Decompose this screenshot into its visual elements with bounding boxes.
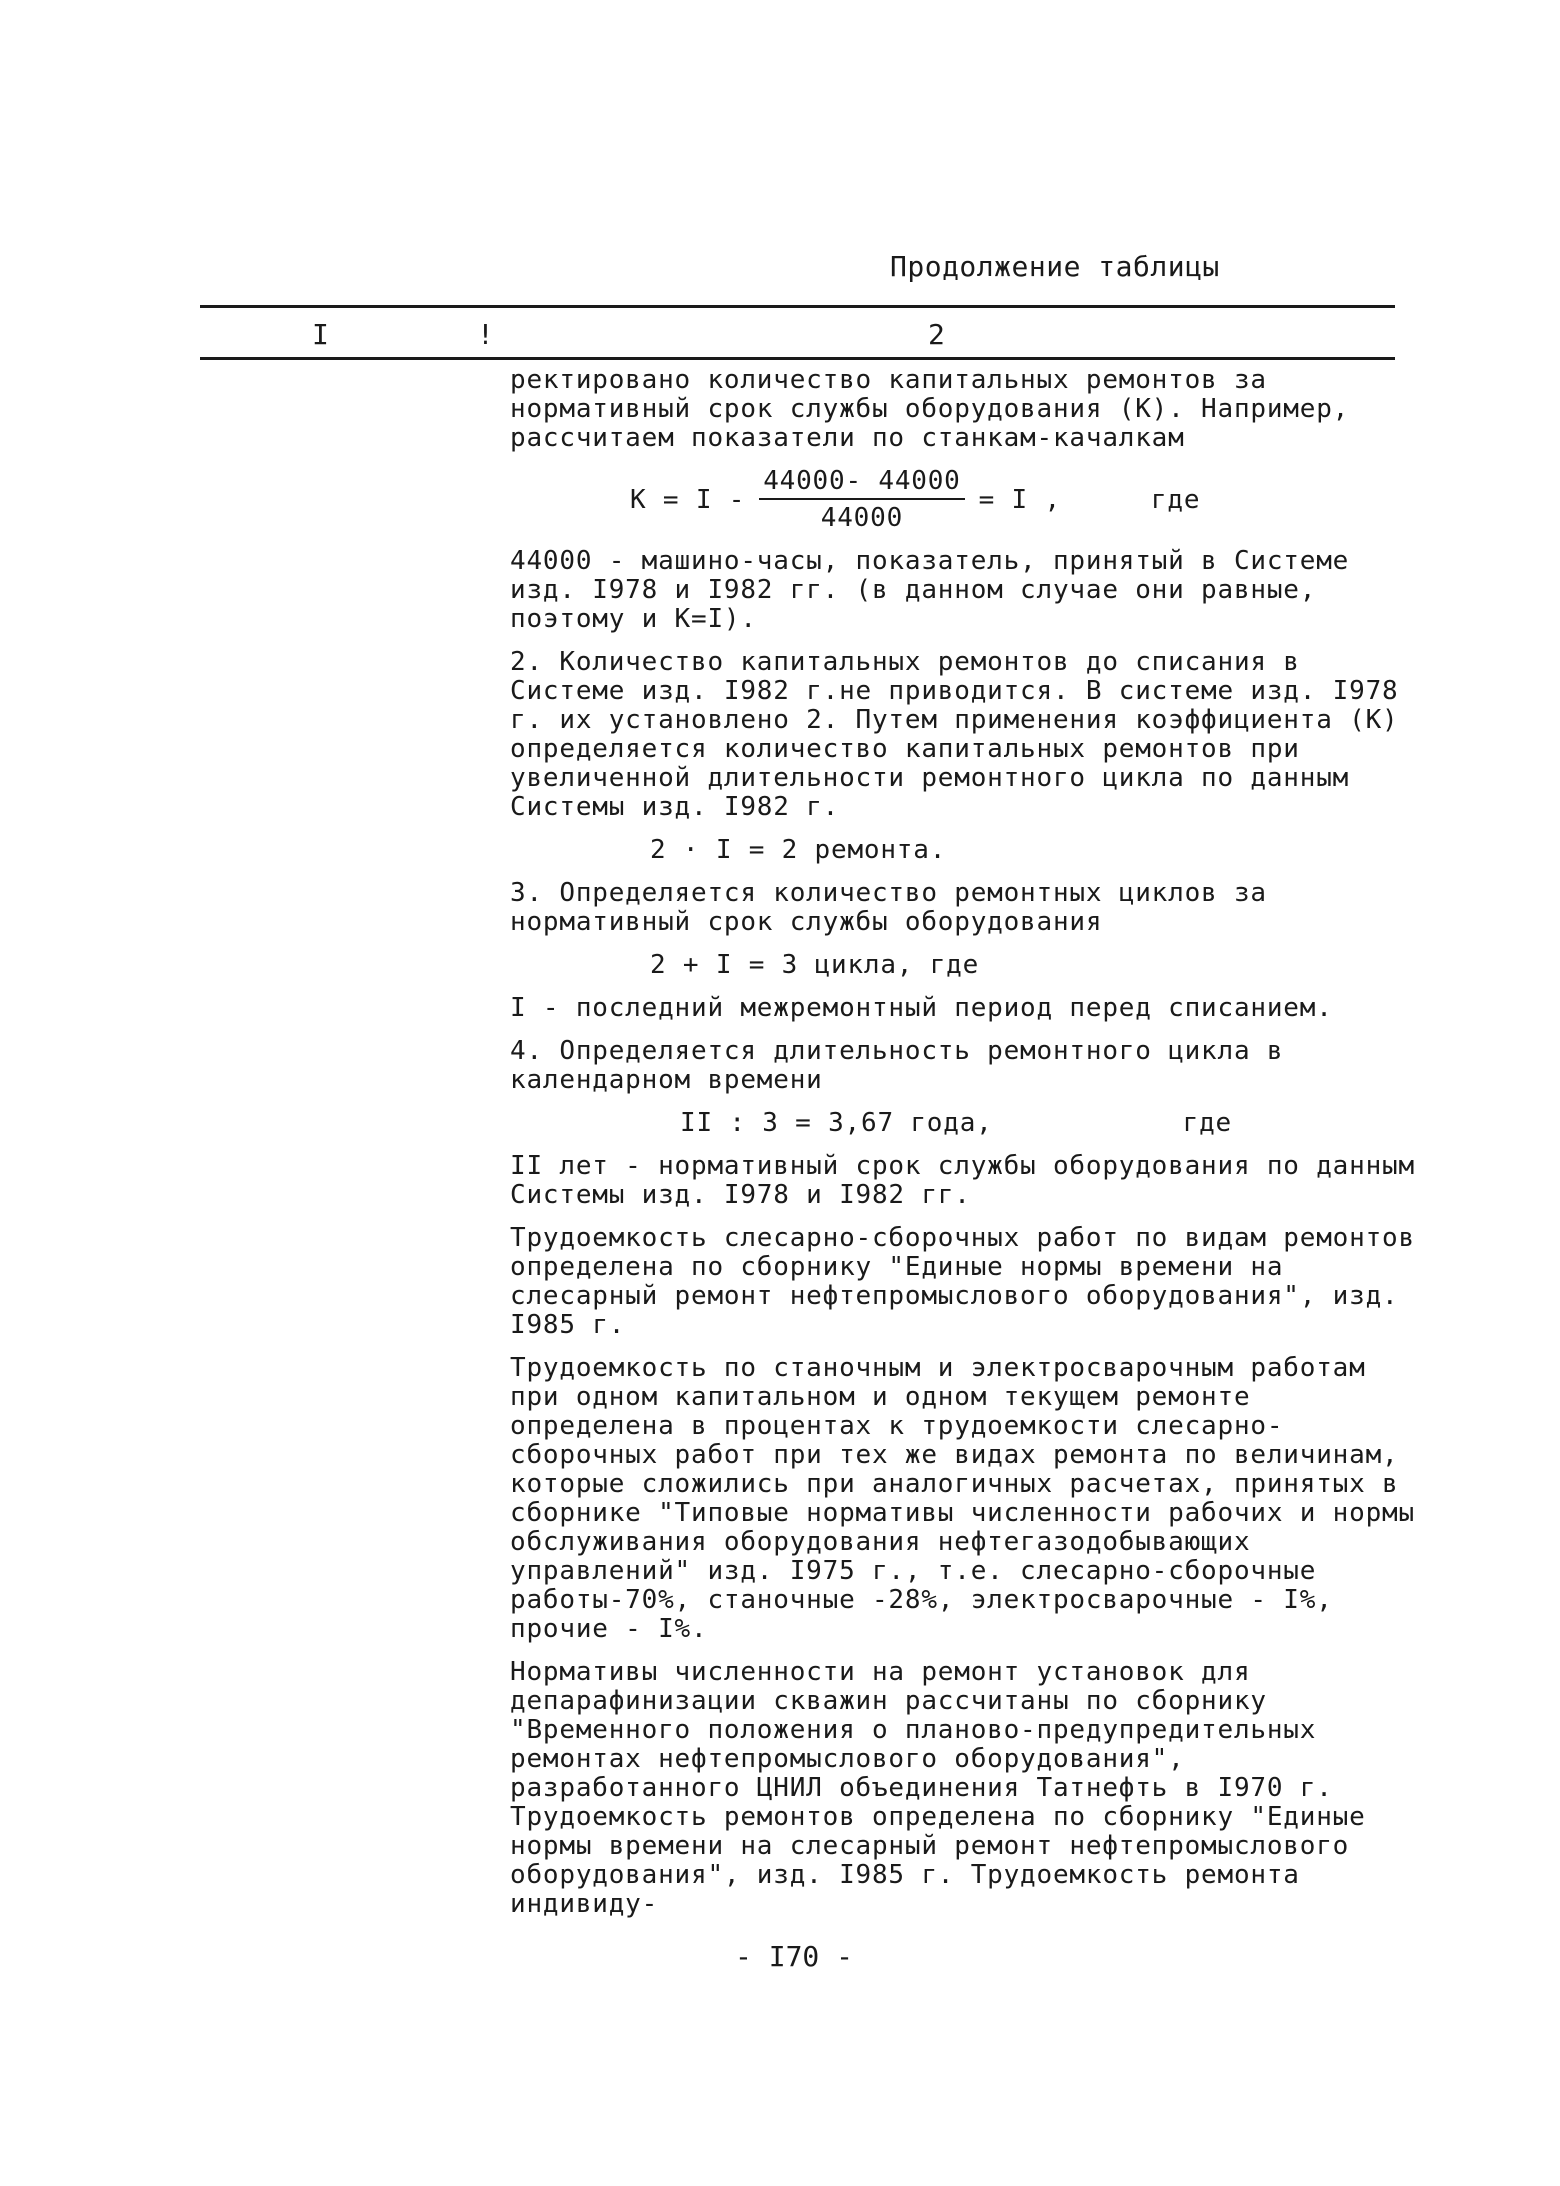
table-continuation-caption: Продолжение таблицы <box>890 250 1220 283</box>
table-header-rule <box>200 357 1395 360</box>
table-top-rule <box>200 305 1395 308</box>
equation-cycles: 2 + I = 3 цикла, где <box>650 950 980 980</box>
formula-denominator: 44000 <box>820 503 904 533</box>
paragraph: Нормативы численности на ремонт установок для депарафинизации скважин рассчитаны по сборнику "Временного положения о планово-предупредительных ремонтах нефтепромыслового оборудования", разработанного ЦНИЛ объединения Татнефть в I970 г. Трудоемкость ремонтов определена по сборнику "Единые нормы времени на слесарный ремонт нефтепромыслового оборудования", изд. I985 г. Трудоемкость ремонта индивиду- <box>510 1657 1366 1919</box>
equation-where: где <box>1182 1108 1232 1138</box>
table-column-1-header: I <box>312 318 329 351</box>
paragraph: ректировано количество капитальных ремонтов за нормативный срок службы оборудования (К). Например, рассчитаем показатели по станкам-качалкам <box>510 365 1350 453</box>
paragraph: 2. Количество капитальных ремонтов до списания в Системе изд. I982 г.не приводится. В системе изд. I978 г. их установлено 2. Путем применения коэффициента (К) определяется количество капитальных ремонтов при увеличенной длительности ремонтного цикла по данным Системы изд. I982 г. <box>510 647 1399 822</box>
paragraph: Трудоемкость слесарно-сборочных работ по видам ремонтов определена по сборнику "Единые нормы времени на слесарный ремонт нефтепромыслового оборудования", изд. I985 г. <box>510 1223 1415 1340</box>
paragraph: 44000 - машино-часы, показатель, принятый в Системе изд. I978 и I982 гг. (в данном случае они равные, поэтому и К=I). <box>510 546 1350 634</box>
formula-k <box>630 467 1415 533</box>
equation-cycle-duration <box>510 1109 1415 1138</box>
table-column-separator: ! <box>477 318 494 351</box>
page-number: - I70 - <box>735 1940 854 1973</box>
equation-repairs: 2 · I = 2 ремонта. <box>650 835 947 865</box>
paragraph: Трудоемкость по станочным и электросварочным работам при одном капитальном и одном текущем ремонте определена в процентах к трудоемкости слесарно-сборочных работ при тех же видах ремонта по величинам, которые сложились при аналогичных расчетах, принятых в сборнике "Типовые нормативы численности рабочих и нормы обслуживания оборудования нефтегазодобывающих управлений" изд. I975 г., т.е. слесарно-сборочные работы-70%, станочные -28%, электросварочные - I%, прочие - I%. <box>510 1353 1415 1644</box>
equation-expression: II : 3 = 3,67 года, <box>680 1108 993 1138</box>
formula-lhs: К = I - <box>630 484 746 515</box>
table-column-2-body <box>510 366 1415 1933</box>
formula-fraction <box>759 467 964 533</box>
paragraph: 3. Определяется количество ремонтных циклов за нормативный срок службы оборудования <box>510 878 1267 937</box>
formula-numerator: 44000- 44000 <box>759 467 964 500</box>
formula-rhs: = I , <box>978 484 1061 515</box>
formula-where: где <box>1150 484 1201 515</box>
table-column-2-header: 2 <box>928 318 945 351</box>
paragraph: II лет - нормативный срок службы оборудования по данным Системы изд. I978 и I982 гг. <box>510 1151 1415 1210</box>
paragraph: 4. Определяется длительность ремонтного цикла в календарном времени <box>510 1036 1284 1095</box>
paragraph: I - последний межремонтный период перед списанием. <box>510 993 1333 1023</box>
